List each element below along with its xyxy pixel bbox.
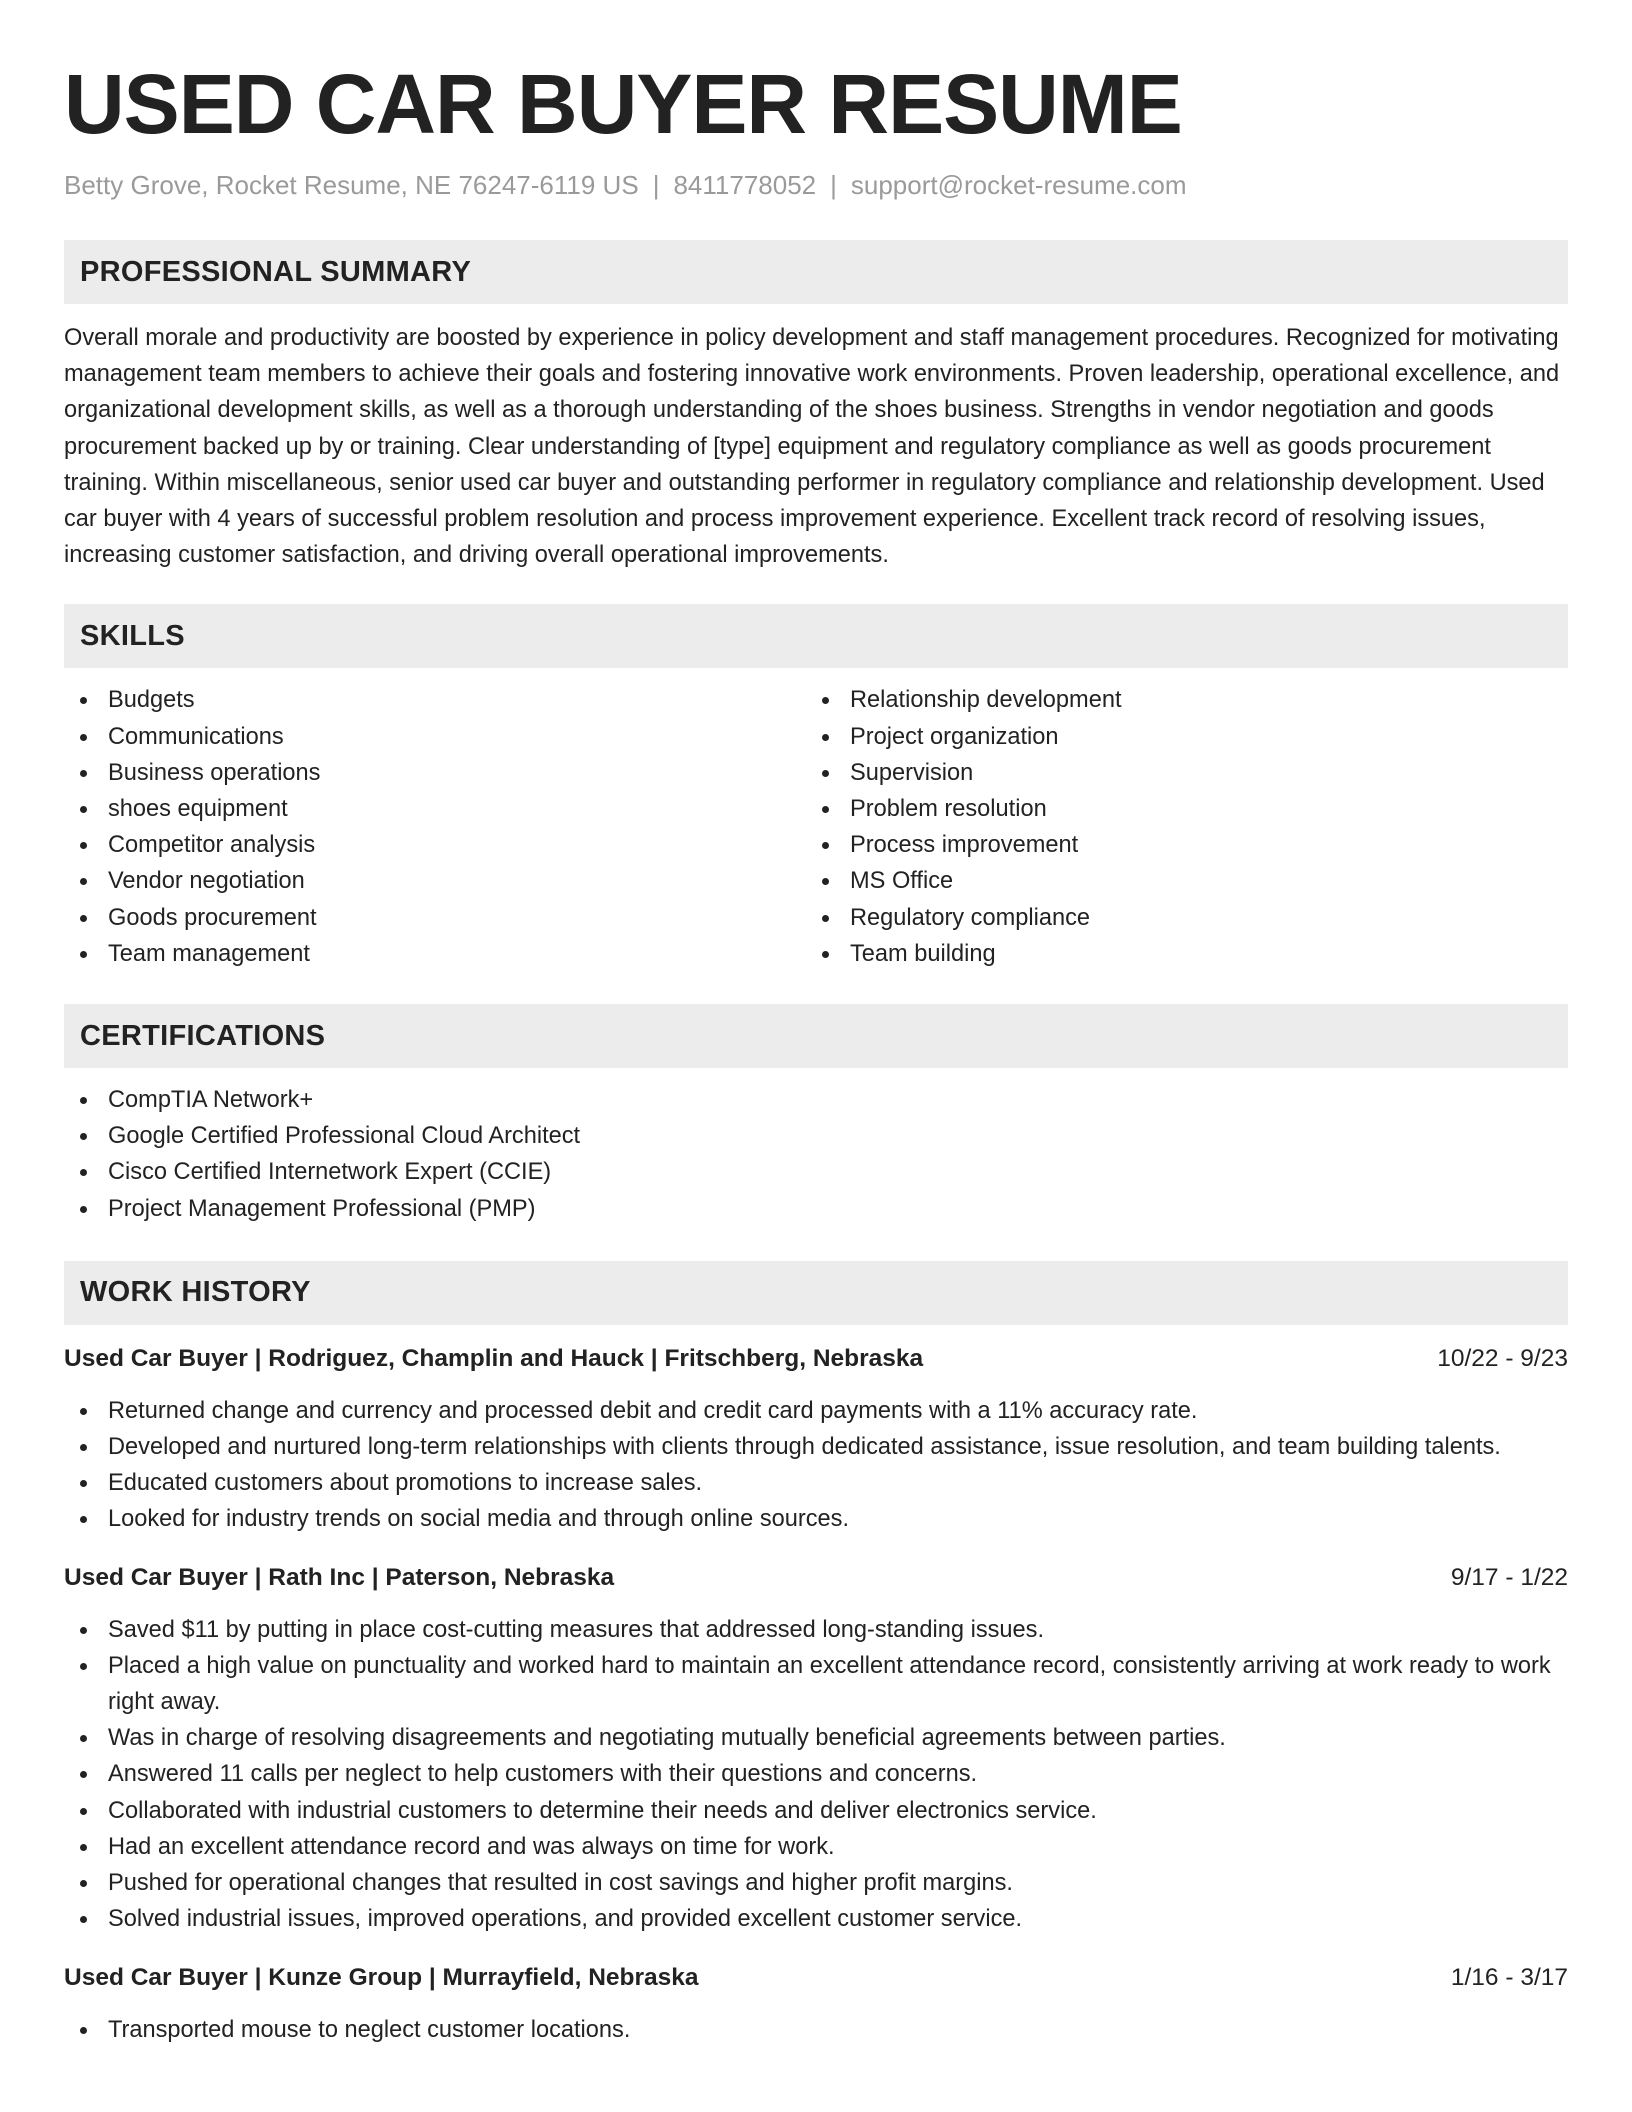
job-entry: [64, 1560, 1568, 1938]
skill-item: Problem resolution: [806, 791, 1568, 827]
job-dates: 1/16 - 3/17: [1450, 1963, 1568, 1991]
job-title: Used Car Buyer | Rodriguez, Champlin and Hauck | Fritschberg, Nebraska: [64, 1344, 924, 1372]
job-bullet: Returned change and currency and processed debit and credit card payments with a 11% accuracy rate.: [64, 1393, 1568, 1429]
job-bullet: Was in charge of resolving disagreements and negotiating mutually beneficial agreements between parties.: [64, 1720, 1568, 1756]
skill-item: Vendor negotiation: [64, 863, 806, 899]
skill-item: MS Office: [806, 863, 1568, 899]
skill-item: Supervision: [806, 755, 1568, 791]
skill-item: Goods procurement: [64, 900, 806, 936]
job-bullets: [64, 1612, 1568, 1938]
certification-item: Project Management Professional (PMP): [64, 1191, 1568, 1227]
section-header-work-history: [64, 1261, 1568, 1325]
job-bullet: Looked for industry trends on social media and through online sources.: [64, 1501, 1568, 1537]
section-header-skills: [64, 604, 1568, 668]
job-entry: [64, 1341, 1568, 1538]
section-title: WORK HISTORY: [80, 1276, 311, 1309]
job-bullet: Educated customers about promotions to increase sales.: [64, 1465, 1568, 1501]
job-bullet: Collaborated with industrial customers to determine their needs and deliver electronics service.: [64, 1793, 1568, 1829]
job-bullet: Pushed for operational changes that resulted in cost savings and higher profit margins.: [64, 1865, 1568, 1901]
summary-text: Overall morale and productivity are boosted by experience in policy development and staff management procedures. Recognized for motivating management team members to achieve their goals and fostering innovative work environments. Proven leadership, operational excellence, and organizational development skills, as well as a thorough understanding of the shoes business. Strengths in vendor negotiation and goods procurement backed up by or training. Clear understanding of [type] equipment and regulatory compliance as well as goods procurement training. Within miscellaneous, senior used car buyer and outstanding performer in regulatory compliance and relationship development. Used car buyer with 4 years of successful problem resolution and process improvement experience. Excellent track record of resolving issues, increasing customer satisfaction, and driving overall operational improvements.: [64, 325, 1560, 569]
skill-item: Team building: [806, 936, 1568, 972]
certification-item: CompTIA Network+: [64, 1082, 1568, 1118]
skill-item: Regulatory compliance: [806, 900, 1568, 936]
skill-item: Project organization: [806, 719, 1568, 755]
skills-column-left: [64, 682, 806, 972]
contact-separator: |: [652, 170, 660, 200]
job-bullets: [64, 2012, 1568, 2048]
skills-grid: [64, 682, 1568, 972]
job-header: [64, 1560, 1568, 1596]
skill-item: Competitor analysis: [64, 827, 806, 863]
section-header-certifications: [64, 1004, 1568, 1068]
job-header: [64, 1341, 1568, 1377]
job-header: [64, 1960, 1568, 1996]
contact-address: Betty Grove, Rocket Resume, NE 76247-6119 US: [64, 170, 639, 200]
section-title: PROFESSIONAL SUMMARY: [80, 255, 472, 288]
contact-email: support@rocket-resume.com: [850, 170, 1187, 200]
job-dates: 10/22 - 9/23: [1437, 1344, 1568, 1372]
job-bullets: [64, 1393, 1568, 1538]
skill-item: Budgets: [64, 682, 806, 718]
skill-item: Relationship development: [806, 682, 1568, 718]
job-title: Used Car Buyer | Kunze Group | Murrayfield, Nebraska: [64, 1963, 699, 1991]
certifications-list: [64, 1082, 1568, 1227]
job-bullet: Developed and nurtured long-term relationships with clients through dedicated assistance, issue resolution, and team building talents.: [64, 1429, 1568, 1465]
section-title: SKILLS: [80, 619, 185, 652]
job-dates: 9/17 - 1/22: [1450, 1563, 1568, 1591]
job-bullet: Had an excellent attendance record and was always on time for work.: [64, 1829, 1568, 1865]
job-bullet: Solved industrial issues, improved operations, and provided excellent customer service.: [64, 1901, 1568, 1937]
contact-line: [64, 168, 1568, 202]
job-entry: [64, 1960, 1568, 2048]
job-title: Used Car Buyer | Rath Inc | Paterson, Nebraska: [64, 1563, 615, 1591]
job-bullet: Saved $11 by putting in place cost-cutting measures that addressed long-standing issues.: [64, 1612, 1568, 1648]
job-bullet: Transported mouse to neglect customer locations.: [64, 2012, 1568, 2048]
resume-title: USED CAR BUYER RESUME: [64, 57, 1182, 151]
skill-item: shoes equipment: [64, 791, 806, 827]
skill-item: Team management: [64, 936, 806, 972]
skills-column-right: [806, 682, 1568, 972]
skill-item: Communications: [64, 719, 806, 755]
certification-item: Cisco Certified Internetwork Expert (CCIE): [64, 1154, 1568, 1190]
skill-item: Business operations: [64, 755, 806, 791]
job-bullet: Placed a high value on punctuality and worked hard to maintain an excellent attendance record, consistently arriving at work ready to work right away.: [64, 1648, 1568, 1720]
certification-item: Google Certified Professional Cloud Architect: [64, 1118, 1568, 1154]
skill-item: Process improvement: [806, 827, 1568, 863]
section-header-summary: [64, 240, 1568, 304]
job-bullet: Answered 11 calls per neglect to help customers with their questions and concerns.: [64, 1756, 1568, 1792]
section-title: CERTIFICATIONS: [80, 1019, 326, 1052]
contact-phone: 8411778052: [673, 170, 817, 200]
contact-separator: |: [830, 170, 837, 200]
